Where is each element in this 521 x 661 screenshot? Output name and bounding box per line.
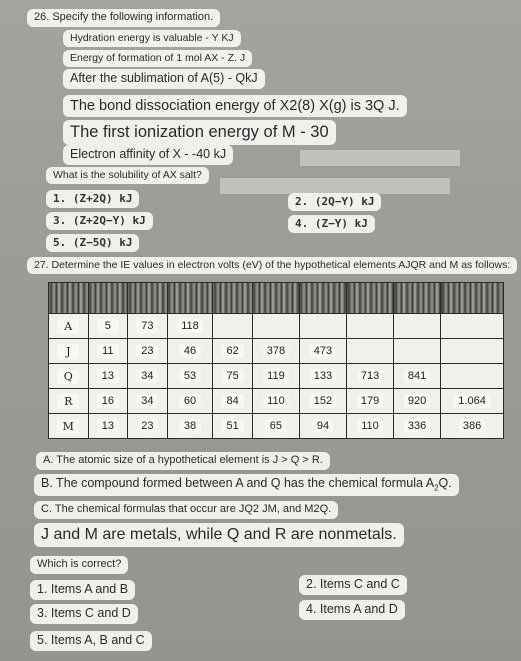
header-cell [394,283,441,314]
element-label-cell [49,314,89,339]
ie-value-cell [394,414,441,439]
ie-value: 38 [179,419,201,433]
table-row [49,414,504,439]
ie-table [48,282,504,439]
header-cell [167,283,213,314]
ie-value: 34 [136,369,158,383]
element-label-cell [49,339,89,364]
ie-value: 179 [357,394,383,408]
table-row [49,389,504,414]
statement-a: A. The atomic size of a hypothetical element is J > Q > R. [36,452,330,470]
ie-value-cell [213,364,253,389]
ie-value-cell [128,364,168,389]
ie-value: 118 [177,319,203,333]
option-27-2[interactable]: 2. Items C and C [299,575,407,595]
ie-value: 23 [136,419,158,433]
statement-d: J and M are metals, while Q and R are nonmetals. [34,523,404,547]
question-27-title: 27. Determine the IE values in electron volts (eV) of the hypothetical elements AJQR and M as follows: [27,257,517,274]
ie-value-cell [88,314,128,339]
ie-value-cell [167,414,213,439]
statement-b-text: B. The compound formed between A and Q has the chemical formula A [41,476,435,490]
ie-value-cell [252,339,299,364]
element-label-cell [49,414,89,439]
element-label: R [57,394,79,409]
option-27-1[interactable]: 1. Items A and B [30,580,135,600]
ie-value-cell [88,364,128,389]
ie-value-cell [252,414,299,439]
ie-value: 13 [97,369,119,383]
ie-value-cell [347,339,394,364]
ie-value: 11 [97,344,119,358]
ie-value-cell [299,364,346,389]
header-cell [49,283,89,314]
info-formation: Energy of formation of 1 mol AX - Z. J [63,50,252,67]
ie-value: 51 [222,419,244,433]
ie-value: 84 [222,394,244,408]
header-cell [213,283,253,314]
info-bond-dissociation: The bond dissociation energy of X2(8) X(g) is 3Q J. [63,95,407,117]
ie-value: 62 [222,344,244,358]
ie-value-cell [128,389,168,414]
ie-value-cell [167,339,213,364]
ie-value: 34 [136,394,158,408]
ie-value: 110 [357,419,383,433]
element-label-cell [49,364,89,389]
option-26-5[interactable]: 5. (Z−5Q) kJ [46,234,139,252]
element-label-cell [49,389,89,414]
ie-value: 46 [179,344,201,358]
header-cell [128,283,168,314]
ie-value: 152 [310,394,336,408]
ie-value-cell [347,414,394,439]
ie-value: 110 [263,394,289,408]
ie-value-cell [441,339,504,364]
ie-value-cell [213,314,253,339]
ie-value-cell [347,314,394,339]
table-row [49,364,504,389]
ie-value-cell [128,339,168,364]
question-26-prompt: What is the solubility of AX salt? [46,167,209,184]
ie-value: 386 [459,419,485,433]
element-label: M [57,419,79,434]
ie-value-cell [299,314,346,339]
ie-value-cell [128,414,168,439]
ie-value-cell [299,414,346,439]
ie-value-cell [441,414,504,439]
info-hydration: Hydration energy is valuable - Y KJ [63,30,241,47]
ie-value: 841 [404,369,430,383]
paper-texture [300,150,460,166]
ie-value: 713 [357,369,383,383]
question-26-title: 26. Specify the following information. [27,9,220,27]
ie-value-cell [299,389,346,414]
ie-value-cell [252,364,299,389]
option-27-3[interactable]: 3. Items C and D [30,604,138,624]
ie-value-cell [213,339,253,364]
statement-b [34,474,459,496]
statement-b-subscript: 2 [434,483,439,493]
info-sublimation: After the sublimation of A(5) - QkJ [63,69,265,89]
table-row [49,314,504,339]
ie-value-cell [88,339,128,364]
ie-value-cell [299,339,346,364]
ie-value: 16 [97,394,119,408]
option-26-3[interactable]: 3. (Z+2Q−Y) kJ [46,212,153,230]
ie-value-cell [441,389,504,414]
ie-value-cell [441,314,504,339]
table-row [49,339,504,364]
header-cell [252,283,299,314]
ie-value-cell [394,339,441,364]
ie-value-cell [128,314,168,339]
ie-value: 920 [404,394,430,408]
ie-value: 336 [404,419,430,433]
statement-b-tail: Q. [438,476,452,490]
header-cell [441,283,504,314]
element-label: J [57,344,79,359]
info-electron-affinity: Electron affinity of X - -40 kJ [63,145,233,165]
table-header-row [49,283,504,314]
option-26-2[interactable]: 2. (2Q−Y) kJ [288,193,381,211]
info-ionization: The first ionization energy of M - 30 [63,120,336,145]
header-cell [347,283,394,314]
ie-value: 75 [222,369,244,383]
option-26-4[interactable]: 4. (Z−Y) kJ [288,215,375,233]
ie-value-cell [167,389,213,414]
ie-value: 13 [97,419,119,433]
ie-value-cell [213,414,253,439]
ie-value: 473 [310,344,336,358]
ie-value: 133 [310,369,336,383]
ie-value-cell [347,364,394,389]
statement-c: C. The chemical formulas that occur are JQ2 JM, and M2Q. [34,501,338,519]
ie-value: 94 [312,419,334,433]
ie-value: 378 [263,344,289,358]
ie-value: 65 [265,419,287,433]
option-27-4[interactable]: 4. Items A and D [299,600,405,620]
ie-value: 60 [179,394,201,408]
element-label: Q [57,369,79,384]
ie-value-cell [167,314,213,339]
header-cell [299,283,346,314]
option-27-5[interactable]: 5. Items A, B and C [30,631,152,651]
element-label: A [57,319,79,334]
ie-value-cell [213,389,253,414]
ie-value: 23 [136,344,158,358]
ie-value-cell [347,389,394,414]
ie-value: 73 [136,319,158,333]
ie-value-cell [441,364,504,389]
header-cell [88,283,128,314]
ie-value-cell [88,389,128,414]
ie-value: 119 [263,369,289,383]
ie-value: 1.064 [454,394,490,408]
ie-value-cell [394,364,441,389]
ie-value: 53 [179,369,201,383]
ie-value-cell [88,414,128,439]
ie-value-cell [252,314,299,339]
question-27-prompt: Which is correct? [30,556,128,574]
paper-texture [220,178,450,194]
ie-value-cell [394,314,441,339]
ie-value-cell [252,389,299,414]
ie-value: 5 [97,319,119,333]
ionization-energy-table [48,282,504,439]
ie-value-cell [167,364,213,389]
ie-value-cell [394,389,441,414]
option-26-1[interactable]: 1. (Z+2Q) kJ [46,190,139,208]
